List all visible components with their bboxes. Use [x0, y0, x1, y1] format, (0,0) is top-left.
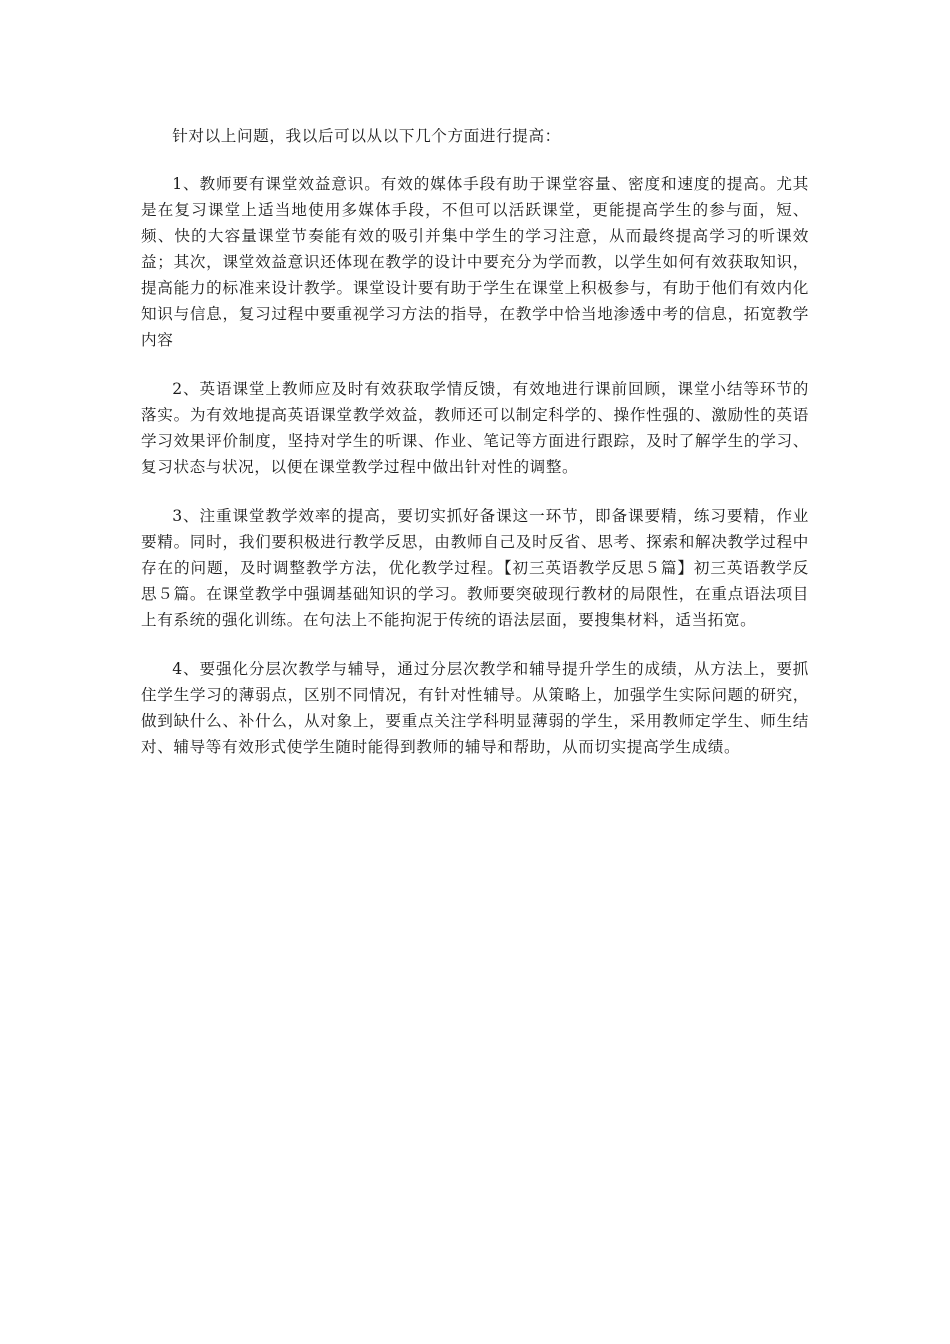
document-body [141, 123, 809, 783]
paragraph-1: 1、教师要有课堂效益意识。有效的媒体手段有助于课堂容量、密度和速度的提高。尤其是在复习课堂上适当地使用多媒体手段，不但可以活跃课堂，更能提高学生的参与面，短、频、快的大容量课堂节奏能有效的吸引并集中学生的学习注意，从而最终提高学习的听课效益；其次，课堂效益意识还体现在教学的设计中要充分为学而教，以学生如何有效获取知识，提高能力的标准来设计教学。课堂设计要有助于学生在课堂上积极参与，有助于他们有效内化知识与信息，复习过程中要重视学习方法的指导，在教学中恰当地渗透中考的信息，拓宽教学内容 [141, 175, 809, 349]
paragraph-2: 2、英语课堂上教师应及时有效获取学情反馈，有效地进行课前回顾，课堂小结等环节的落实。为有效地提高英语课堂教学效益，教师还可以制定科学的、操作性强的、激励性的英语学习效果评价制度，坚持对学生的听课、作业、笔记等方面进行跟踪，及时了解学生的学习、复习状态与状况，以便在课堂教学过程中做出针对性的调整。 [141, 380, 809, 476]
intro-paragraph: 针对以上问题，我以后可以从以下几个方面进行提高： [172, 127, 561, 145]
paragraph-3: 3、注重课堂教学效率的提高，要切实抓好备课这一环节，即备课要精，练习要精，作业要精。同时，我们要积极进行教学反思，由教师自己及时反省、思考、探索和解决教学过程中存在的问题，及时调整教学方法，优化教学过程。【初三英语教学反思５篇】初三英语教学反思５篇。在课堂教学中强调基础知识的学习。教师要突破现行教材的局限性，在重点语法项目上有系统的强化训练。在句法上不能拘泥于传统的语法层面，要搜集材料，适当拓宽。 [141, 507, 809, 629]
paragraph-4: 4、要强化分层次教学与辅导，通过分层次教学和辅导提升学生的成绩，从方法上，要抓住学生学习的薄弱点，区别不同情况，有针对性辅导。从策略上，加强学生实际问题的研究，做到缺什么、补什么，从对象上，要重点关注学科明显薄弱的学生，采用教师定学生、师生结对、辅导等有效形式使学生随时能得到教师的辅导和帮助，从而切实提高学生成绩。 [141, 660, 809, 756]
